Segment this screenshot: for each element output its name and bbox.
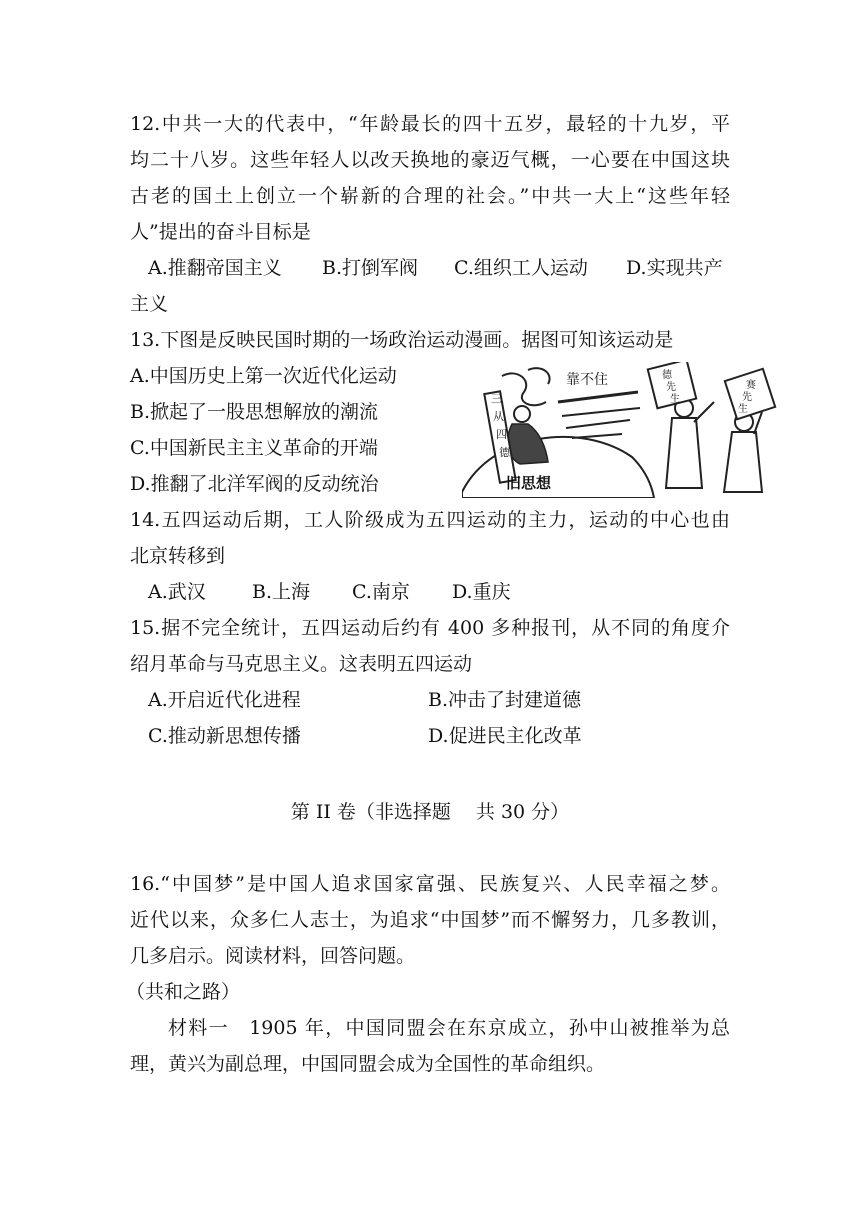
q16-material-line-1: 材料一 1905 年，中国同盟会在东京成立，孙中山被推举为总: [168, 1017, 730, 1039]
q12-option-d: D.实现共产: [626, 257, 723, 279]
q14-line-2: 北京转移到: [130, 545, 226, 567]
q12-line-2: 均二十八岁。这些年轻人以改天换地的豪迈气概，一心要在中国这块: [130, 149, 730, 171]
q15-option-d: D.促进民主化改革: [428, 725, 582, 747]
q15-option-c: C.推动新思想传播: [148, 725, 301, 747]
q13-cartoon: [462, 362, 780, 498]
q12-option-a: A.推翻帝国主义: [148, 257, 282, 279]
sign-left-char-1: 德: [662, 370, 672, 381]
q15-option-b: B.冲击了封建道德: [428, 689, 582, 711]
section-title: 第 II 卷（非选择题 共 30 分）: [290, 801, 570, 823]
scroll-char-4: 德: [499, 446, 510, 459]
q12-line-3: 古老的国土上创立一个崭新的合理的社会。”中共一大上“这些年轻: [130, 185, 730, 207]
q14-option-c: C.南京: [352, 581, 410, 603]
sign-left-char-3: 生: [670, 394, 680, 405]
q12-option-b: B.打倒军阀: [322, 257, 419, 279]
q15-line-1: 15.据不完全统计，五四运动后约有 400 多种报刊，从不同的角度介: [130, 617, 730, 639]
figure-left-arm: [694, 402, 714, 422]
speed-line: [566, 420, 630, 428]
sign-left-char-2: 先: [666, 382, 676, 393]
q14-option-d: D.重庆: [452, 581, 511, 603]
old-scholar-head: [514, 406, 530, 422]
q14-option-a: A.武汉: [148, 581, 206, 603]
q16-material-line-2: 理，黄兴为副总理，中国同盟会成为全国性的革命组织。: [130, 1053, 606, 1075]
q14-option-b: B.上海: [252, 581, 311, 603]
sign-right-char-3: 生: [738, 404, 748, 415]
hill-label: 旧思想: [506, 474, 552, 492]
wind-curl-2: [528, 368, 550, 384]
q14-line-1: 14.五四运动后期，工人阶级成为五四运动的主力，运动的中心也由: [130, 509, 730, 531]
q16-line-3: 几多启示。阅读材料，回答问题。: [130, 945, 416, 967]
figure-left-robe: [666, 418, 702, 488]
figure-right-robe: [724, 432, 762, 492]
wind-curl: [502, 373, 546, 405]
q15-option-a: A.开启近代化进程: [148, 689, 301, 711]
scroll-char-3: 四: [496, 428, 507, 441]
speed-line: [572, 434, 622, 438]
fleeing-label: 靠不住: [566, 372, 608, 388]
sign-right-char-2: 先: [742, 392, 752, 403]
q12-line-1: 12.中共一大的代表中，“年龄最长的四十五岁，最轻的十九岁，平: [130, 113, 730, 135]
old-scholar-body: [508, 424, 548, 464]
sign-right-char-1: 赛: [746, 380, 756, 391]
q16-line-2: 近代以来，众多仁人志士，为追求“中国梦”而不懈努力，几多教训，: [130, 909, 730, 931]
q12-option-d-continued: 主义: [130, 293, 169, 315]
q12-option-c: C.组织工人运动: [454, 257, 588, 279]
q12-line-4: 人”提出的奋斗目标是: [130, 221, 311, 243]
q15-line-2: 绍月革命与马克思主义。这表明五四运动: [130, 653, 473, 675]
q13-option-c: C.中国新民主主义革命的开端: [130, 437, 378, 459]
scroll-char-2: 从: [493, 410, 504, 423]
hill-shape: [462, 437, 654, 498]
q13-stem: 13.下图是反映民国时期的一场政治运动漫画。据图可知该运动是: [130, 329, 674, 351]
q13-option-a: A.中国历史上第一次近代化运动: [130, 365, 397, 387]
q16-line-1: 16.“中国梦”是中国人追求国家富强、民族复兴、人民幸福之梦。: [130, 873, 730, 895]
q16-subheading: （共和之路）: [126, 981, 241, 1003]
q13-option-b: B.掀起了一股思想解放的潮流: [130, 401, 379, 423]
scroll-char-1: 三: [491, 392, 502, 405]
speed-line: [562, 408, 640, 416]
q13-option-d: D.推翻了北洋军阀的反动统治: [130, 473, 379, 495]
figure-right-arm: [754, 412, 762, 434]
speed-line: [558, 392, 638, 402]
